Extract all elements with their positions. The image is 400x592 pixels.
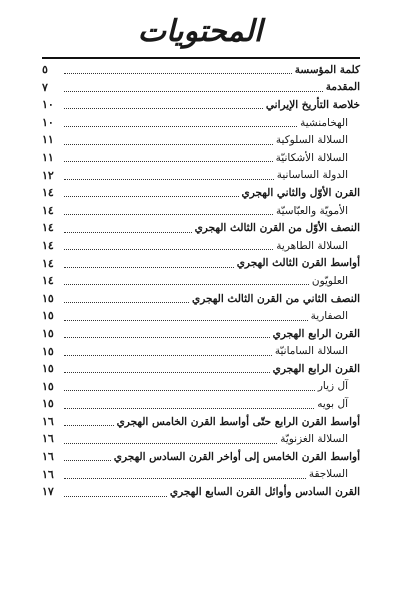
toc-entry[interactable] — [42, 61, 360, 79]
toc-entry-page: ١٤ — [42, 256, 54, 270]
toc-entry[interactable] — [42, 131, 360, 149]
toc-entry-label: القرن الرابع الهجري — [272, 362, 360, 375]
toc-entry[interactable] — [42, 96, 360, 114]
toc-entry[interactable] — [42, 430, 360, 448]
toc-entry[interactable] — [42, 378, 360, 396]
dot-leader — [64, 188, 239, 197]
dot-leader — [64, 400, 314, 409]
toc-entry-page: ١٠ — [42, 115, 54, 129]
toc-entry-page: ١٤ — [42, 238, 54, 252]
toc-entry[interactable] — [42, 343, 360, 361]
toc-entry[interactable] — [42, 448, 360, 466]
toc-entry-page: ١٤ — [42, 186, 54, 200]
toc-entry-label: آل زيار — [317, 380, 348, 393]
toc-entry-page: ١٤ — [42, 221, 54, 235]
toc-entry[interactable] — [42, 149, 360, 167]
toc-entry-label: أواسط القرن الخامس إلى أواخر القرن السادس الهجري — [113, 450, 360, 463]
dot-leader — [64, 329, 270, 338]
toc-entry-label: السلاجقة — [308, 468, 348, 481]
toc-entry-page: ١٦ — [42, 414, 54, 428]
dot-leader — [64, 435, 277, 444]
dot-leader — [64, 452, 111, 461]
toc-entry-page: ١٥ — [42, 291, 54, 305]
toc-entry-label: القرن السادس وأوائل القرن السابع الهجري — [169, 486, 360, 499]
dot-leader — [64, 276, 309, 285]
dot-leader — [64, 100, 263, 109]
toc-entry-page: ١٥ — [42, 326, 54, 340]
dot-leader — [64, 488, 167, 497]
dot-leader — [64, 470, 306, 479]
dot-leader — [64, 83, 323, 92]
toc-entry-page: ١٢ — [42, 168, 54, 182]
toc-entry-label: السلالة الأشكانيّة — [275, 151, 348, 164]
toc-entry-page: ١٥ — [42, 309, 54, 323]
toc-entry-label: السلالة السامانيّة — [274, 345, 348, 358]
toc-entry-label: خلاصة التأريخ الإيراني — [265, 98, 360, 111]
toc-entry-label: أواسط القرن الثالث الهجري — [236, 257, 360, 270]
toc-entry-page: ١٥ — [42, 344, 54, 358]
toc-entry-label: العلويّون — [311, 274, 348, 287]
toc-entry-page: ١٥ — [42, 362, 54, 376]
toc-entry[interactable] — [42, 219, 360, 237]
toc-entry[interactable] — [42, 255, 360, 273]
toc-entry-page: ١٥ — [42, 397, 54, 411]
dot-leader — [64, 206, 273, 215]
toc-entry-page: ١١ — [42, 133, 54, 147]
toc-entry-page: ٧ — [42, 80, 48, 94]
toc-entry[interactable] — [42, 202, 360, 220]
toc-entry[interactable] — [42, 360, 360, 378]
toc-entry-label: المقدمة — [325, 81, 360, 94]
toc-entry[interactable] — [42, 79, 360, 97]
toc-list — [42, 61, 360, 501]
toc-entry-label: النصف الثاني من القرن الثالث الهجري — [192, 292, 360, 305]
dot-leader — [64, 347, 272, 356]
toc-entry-page: ١٦ — [42, 432, 54, 446]
toc-entry[interactable] — [42, 290, 360, 308]
toc-entry-label: كلمة المؤسسة — [294, 63, 360, 76]
toc-entry-page: ٥ — [42, 63, 48, 76]
toc-entry[interactable] — [42, 413, 360, 431]
dot-leader — [64, 136, 273, 145]
dot-leader — [64, 118, 297, 127]
toc-entry[interactable] — [42, 325, 360, 343]
dot-leader — [64, 364, 270, 373]
toc-entry[interactable] — [42, 307, 360, 325]
dot-leader — [64, 241, 273, 250]
dot-leader — [64, 171, 274, 180]
toc-entry-page: ١٦ — [42, 450, 54, 464]
toc-entry[interactable] — [42, 395, 360, 413]
toc-entry[interactable] — [42, 237, 360, 255]
toc-entry-label: أواسط القرن الرابع حتّى أواسط القرن الخامس الهجري — [116, 415, 360, 428]
dot-leader — [64, 153, 273, 162]
dot-leader — [64, 312, 308, 321]
toc-entry-label: الهخامنشية — [300, 116, 348, 129]
toc-entry-page: ١٧ — [42, 485, 54, 499]
toc-entry[interactable] — [42, 114, 360, 132]
toc-entry-label: النصف الأوّل من القرن الثالث الهجري — [194, 222, 360, 235]
toc-entry[interactable] — [42, 272, 360, 290]
toc-entry-label: الدولة الساسانية — [276, 169, 348, 182]
toc-entry-label: آل بويه — [317, 398, 348, 411]
dot-leader — [64, 294, 189, 303]
toc-entry-page: ١٤ — [42, 274, 54, 288]
toc-entry-label: السلالة السلوكية — [275, 134, 348, 147]
title-rule — [42, 57, 360, 59]
toc-entry[interactable] — [42, 167, 360, 185]
toc-entry-page: ١١ — [42, 150, 54, 164]
toc-entry-label: الأمويّة والعبّاسيّة — [275, 204, 348, 217]
page-title: المحتويات — [137, 14, 263, 49]
toc-entry[interactable] — [42, 466, 360, 484]
toc-entry-page: ١٤ — [42, 203, 54, 217]
toc-entry-page: ١٦ — [42, 467, 54, 481]
toc-entry-label: القرن الرابع الهجري — [272, 327, 360, 340]
toc-entry-label: السلالة الغزنويّة — [280, 433, 348, 446]
toc-entry-label: الصفارية — [310, 310, 348, 323]
dot-leader — [64, 224, 192, 233]
toc-entry-label: القرن الأوّل والثاني الهجري — [241, 186, 360, 199]
toc-entry[interactable] — [42, 483, 360, 501]
toc-entry[interactable] — [42, 184, 360, 202]
dot-leader — [64, 417, 114, 426]
toc-entry-page: ١٠ — [42, 98, 54, 112]
dot-leader — [64, 382, 315, 391]
dot-leader — [64, 259, 234, 268]
toc-entry-page: ١٥ — [42, 379, 54, 393]
toc-entry-label: السلالة الطاهرية — [276, 239, 348, 252]
dot-leader — [64, 65, 292, 74]
